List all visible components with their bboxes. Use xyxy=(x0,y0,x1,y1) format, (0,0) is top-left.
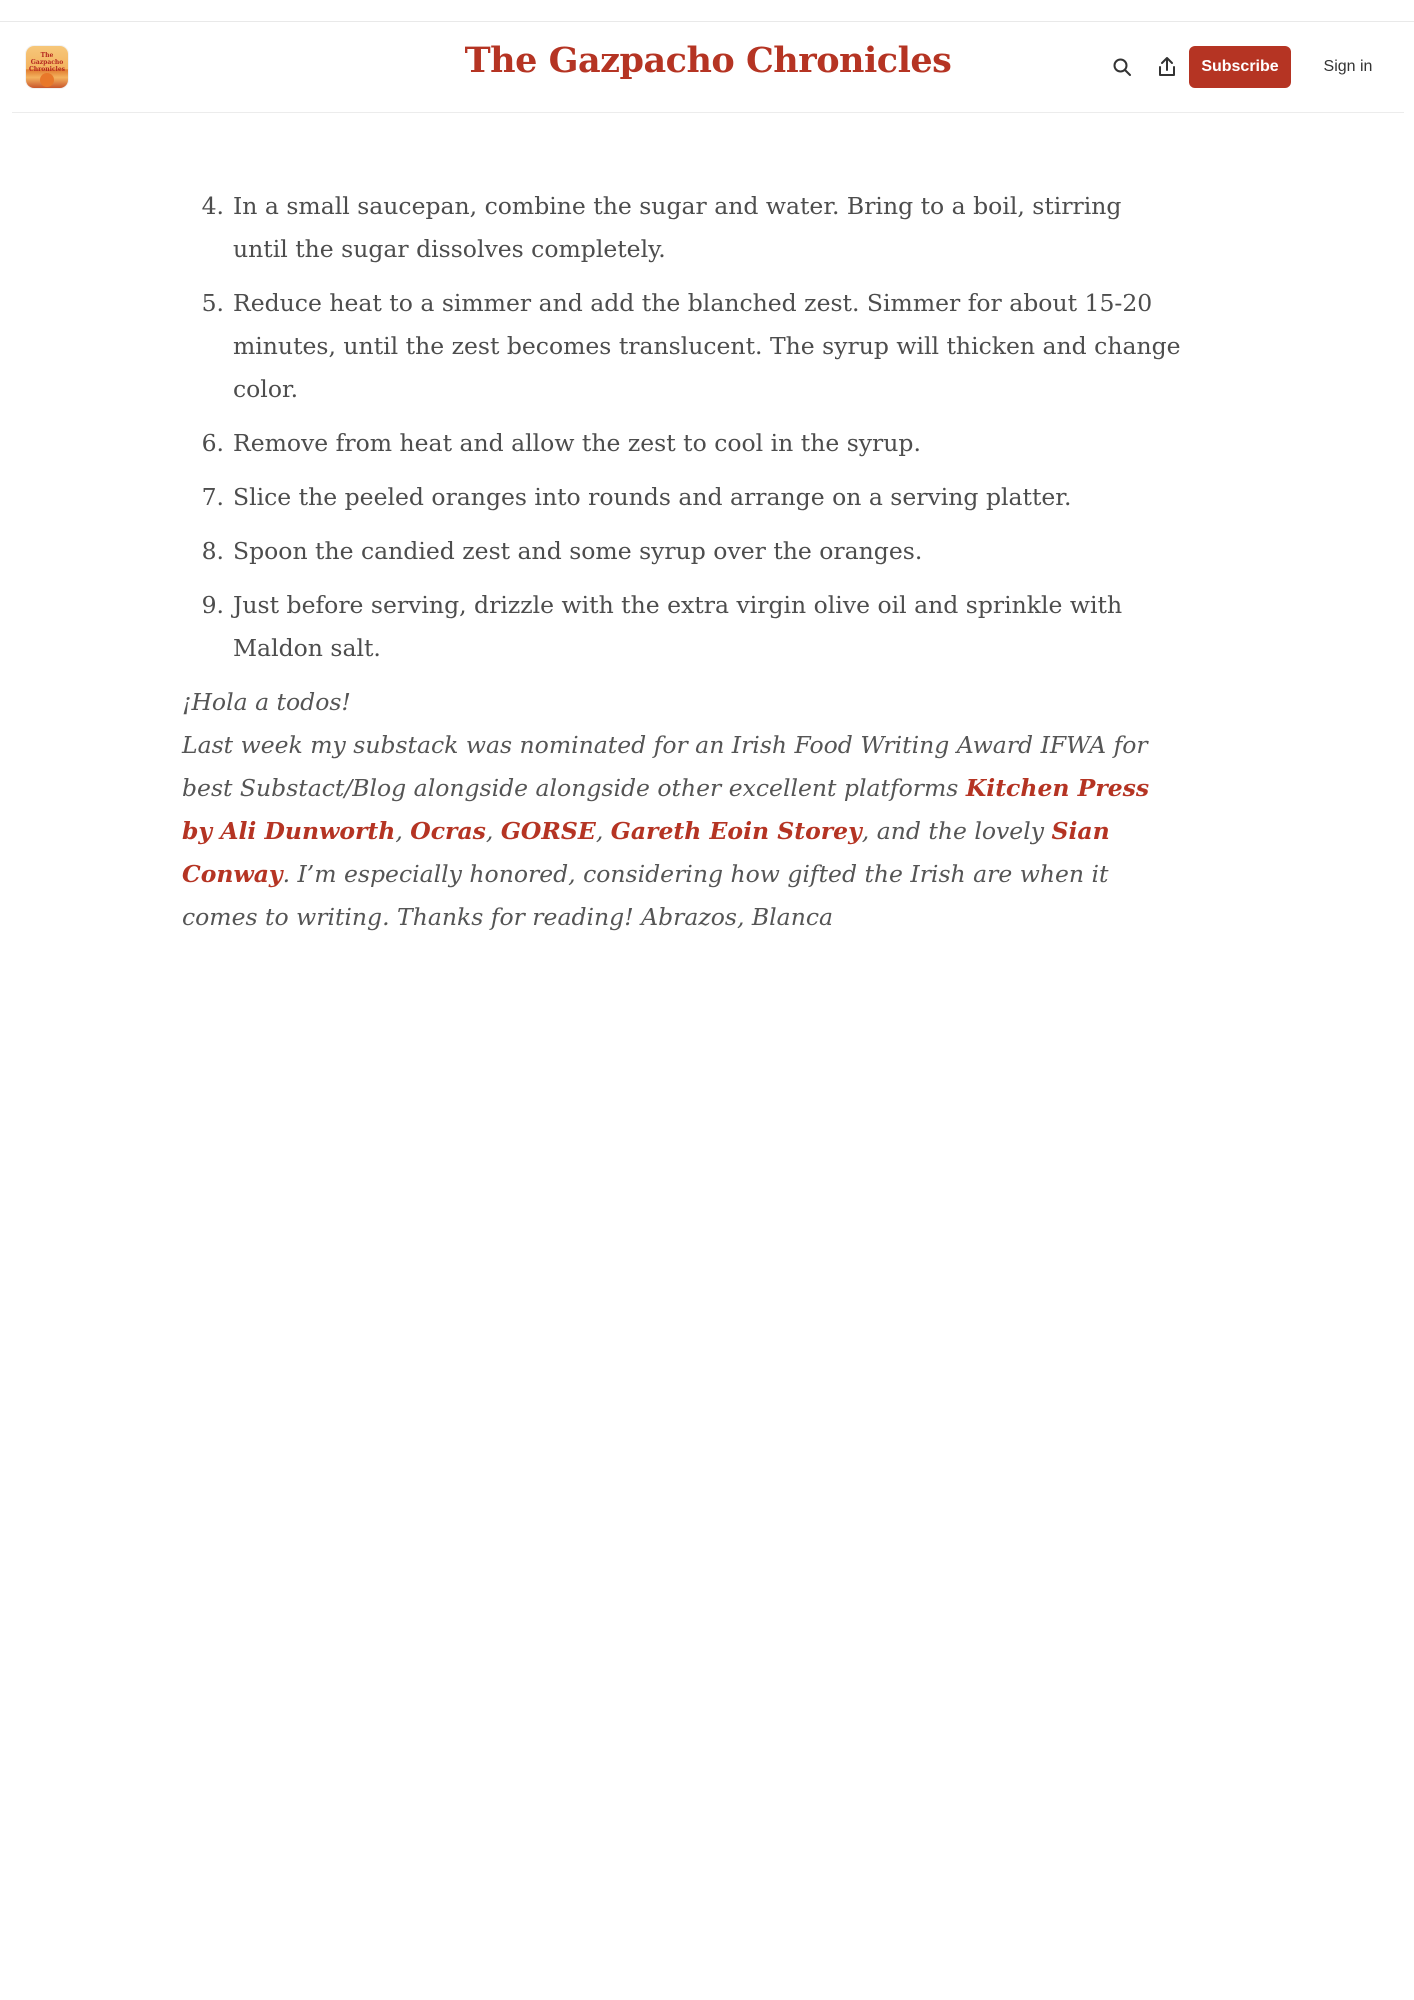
separator: , and the lovely xyxy=(861,817,1052,845)
separator: , xyxy=(595,817,611,845)
link-gorse[interactable]: GORSE xyxy=(500,817,596,845)
separator: , xyxy=(485,817,501,845)
step-text: Slice the peeled oranges into rounds and arrange on a serving platter. xyxy=(233,483,1072,511)
share-button[interactable] xyxy=(1152,52,1182,82)
sign-in-link[interactable]: Sign in xyxy=(1323,58,1373,75)
link-ocras[interactable]: Ocras xyxy=(410,817,486,845)
separator: , xyxy=(395,817,411,845)
step-text: In a small saucepan, combine the sugar and water. Bring to a boil, stirring until the sugar dissolves completely. xyxy=(233,192,1122,263)
link-gareth-eoin-storey[interactable]: Gareth Eoin Storey xyxy=(610,817,862,845)
link-kitchen-press[interactable]: Kitchen Press by Ali Dunworth xyxy=(182,774,1150,845)
search-icon xyxy=(1112,57,1132,77)
recipe-step xyxy=(201,422,1182,465)
subscribe-button[interactable]: Subscribe xyxy=(1189,46,1291,88)
logo-wordmark: The Gazpacho Chronicles xyxy=(28,52,66,73)
link-sian-conway[interactable]: Sian Conway xyxy=(182,817,1110,888)
closing-intro: Last week my substack was nominated for an Irish Food Writing Award IFWA for best Substact/Blog alongside alongside other excellent platforms xyxy=(182,731,1148,802)
step-text: Spoon the candied zest and some syrup over the oranges. xyxy=(233,537,923,565)
browser-top-edge xyxy=(0,0,1414,22)
step-text: Remove from heat and allow the zest to cool in the syrup. xyxy=(233,429,921,457)
step-number: 4. xyxy=(201,192,224,220)
search-button[interactable] xyxy=(1107,52,1137,82)
step-number: 7. xyxy=(201,483,224,511)
recipe-step xyxy=(201,185,1182,271)
recipe-step xyxy=(201,476,1182,519)
closing-paragraph xyxy=(182,724,1182,939)
post-body xyxy=(182,185,1182,939)
step-number: 5. xyxy=(201,289,224,317)
recipe-step xyxy=(201,530,1182,573)
step-number: 8. xyxy=(201,537,224,565)
step-text: Reduce heat to a simmer and add the blanched zest. Simmer for about 15-20 minutes, until the zest becomes translucent. The syrup will thicken and change color. xyxy=(233,289,1181,403)
step-text: Just before serving, drizzle with the extra virgin olive oil and sprinkle with Maldon salt. xyxy=(233,591,1123,662)
recipe-step xyxy=(201,584,1182,670)
recipe-steps-list xyxy=(182,185,1182,670)
recipe-step xyxy=(201,282,1182,411)
greeting: ¡Hola a todos! xyxy=(182,688,351,716)
closing-outro: . I’m especially honored, considering how gifted the Irish are when it comes to writing. Thanks for reading! Abrazos, Blanca xyxy=(182,860,1109,931)
site-title[interactable]: The Gazpacho Chronicles xyxy=(464,40,952,81)
share-icon xyxy=(1157,56,1177,78)
step-number: 9. xyxy=(201,591,224,619)
site-header xyxy=(12,22,1404,113)
step-number: 6. xyxy=(201,429,224,457)
